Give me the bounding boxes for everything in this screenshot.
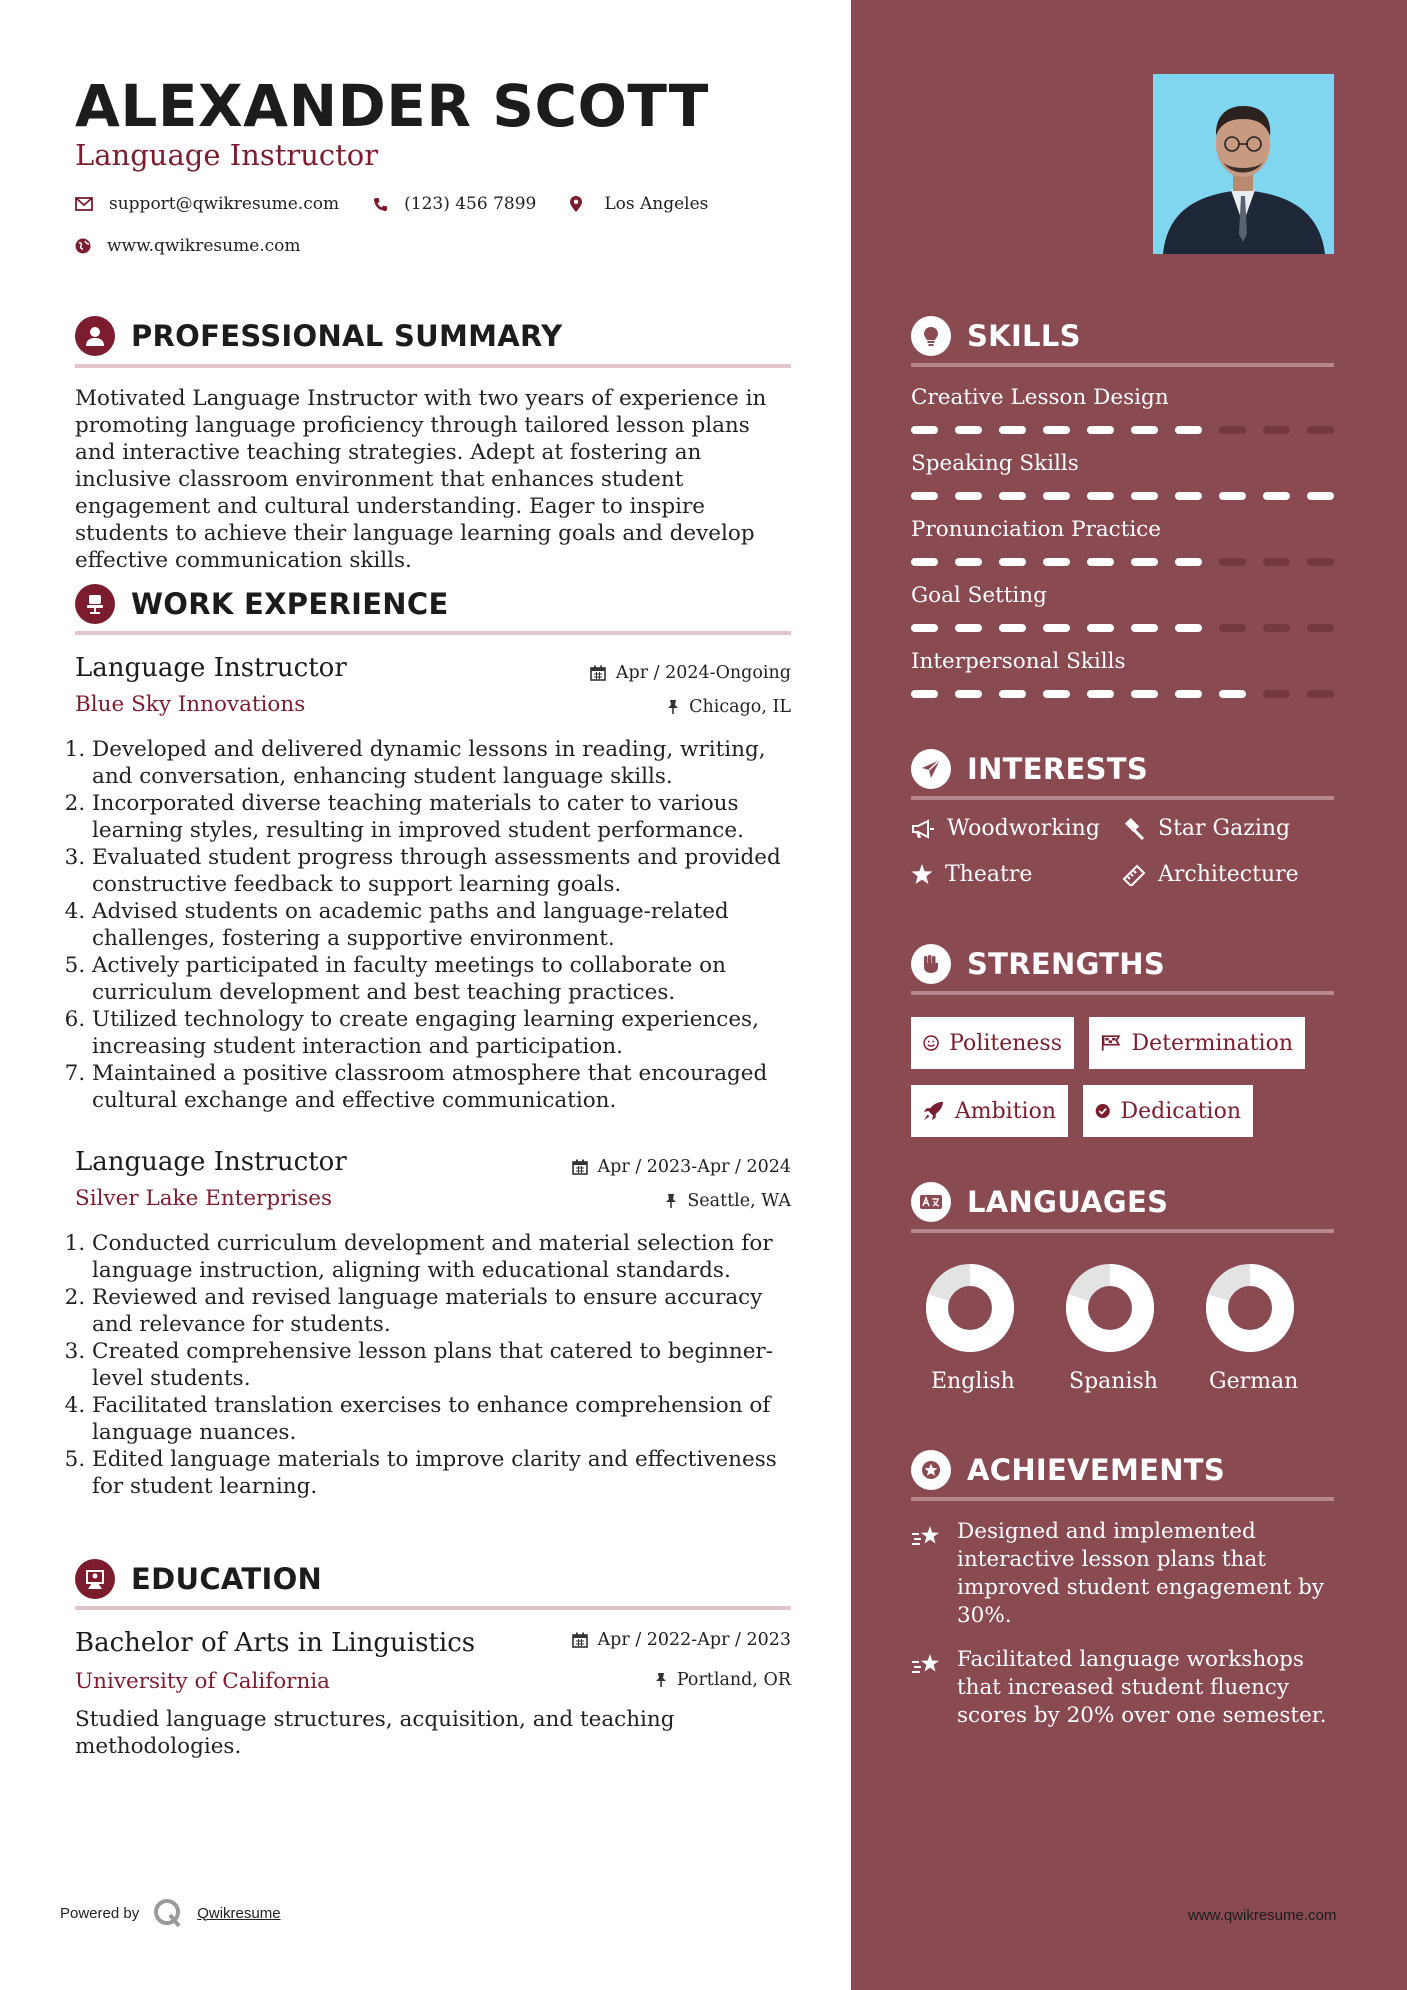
skill-dash-filled bbox=[1263, 492, 1290, 500]
interest-label: Architecture bbox=[1158, 862, 1299, 887]
strength-label: Ambition bbox=[954, 1098, 1056, 1124]
list-item: 2. Reviewed and revised language materials to ensure accuracy and relevance for students. bbox=[92, 1284, 804, 1338]
list-item: 4. Advised students on academic paths and language-related challenges, fostering a supportive environment. bbox=[92, 898, 804, 952]
pushpin-icon bbox=[665, 1193, 677, 1209]
footer-website[interactable]: www.qwikresume.com bbox=[1188, 1907, 1337, 1924]
skills-title: SKILLS bbox=[967, 319, 1081, 353]
skill-dash-filled bbox=[1175, 426, 1202, 434]
skill-dash-filled bbox=[911, 426, 938, 434]
achievements-title: ACHIEVEMENTS bbox=[967, 1453, 1226, 1487]
skill-dash-filled bbox=[1219, 492, 1246, 500]
list-item: 5. Edited language materials to improve clarity and effectiveness for student learning. bbox=[92, 1446, 804, 1500]
summary-text: Motivated Language Instructor with two years of experience in promoting language proficiency through tailored lesson plans and interactive teaching strategies. Adept at fostering an inclusive classroom environment that enhances student engagement and cultural understanding. Eager to inspire students to achieve their language learning goals and develop effective communication skills. bbox=[75, 386, 767, 573]
skills-divider bbox=[911, 363, 1334, 367]
education-location-text: Portland, OR bbox=[676, 1670, 791, 1690]
skill-dash-filled bbox=[1175, 492, 1202, 500]
skill-dash-filled bbox=[911, 624, 938, 632]
job-2-bullets bbox=[92, 1230, 804, 1500]
candidate-name: ALEXANDER SCOTT bbox=[75, 72, 709, 140]
email-text: support@qwikresume.com bbox=[109, 194, 340, 214]
qwikresume-link[interactable]: Qwikresume bbox=[197, 1904, 281, 1922]
map-pin-icon bbox=[570, 196, 582, 212]
gavel-icon bbox=[1122, 818, 1146, 840]
strength-label: Determination bbox=[1131, 1030, 1293, 1056]
skill-meter bbox=[911, 558, 1351, 566]
skill-dash-empty bbox=[1307, 690, 1334, 698]
skill-label: Speaking Skills bbox=[911, 451, 1079, 476]
briefcase-chair-icon bbox=[75, 584, 115, 624]
megaphone-icon bbox=[911, 819, 935, 839]
skill-meter bbox=[911, 690, 1351, 698]
list-item: 2. Incorporated diverse teaching materials to cater to various learning styles, resulting in improved student performance. bbox=[92, 790, 804, 844]
skill-label: Pronunciation Practice bbox=[911, 517, 1161, 542]
skill-dash-filled bbox=[911, 690, 938, 698]
work-title: WORK EXPERIENCE bbox=[131, 587, 449, 621]
skill-dash-filled bbox=[1043, 690, 1070, 698]
star-icon bbox=[911, 864, 933, 885]
skill-dash-filled bbox=[1043, 558, 1070, 566]
smile-icon bbox=[923, 1032, 939, 1054]
powered-by-label: Powered by bbox=[60, 1904, 140, 1922]
languages-divider bbox=[911, 1229, 1334, 1233]
job-1-title: Language Instructor bbox=[75, 653, 347, 683]
education-title: EDUCATION bbox=[131, 1562, 323, 1596]
language-ring bbox=[1206, 1264, 1294, 1352]
location-item bbox=[570, 194, 708, 214]
languages-heading bbox=[911, 1182, 1168, 1222]
website-item[interactable] bbox=[75, 236, 301, 256]
summary-divider bbox=[75, 364, 791, 368]
website-text: www.qwikresume.com bbox=[107, 236, 301, 256]
education-divider bbox=[75, 1606, 791, 1610]
shooting-star-icon bbox=[911, 1524, 941, 1550]
skill-meter bbox=[911, 426, 1351, 434]
skill-dash-empty bbox=[1263, 690, 1290, 698]
strength-label: Politeness bbox=[949, 1030, 1062, 1056]
list-item: 3. Evaluated student progress through assessments and provided constructive feedback to support learning goals. bbox=[92, 844, 804, 898]
skill-dash-filled bbox=[999, 492, 1026, 500]
pushpin-icon bbox=[667, 699, 679, 715]
skill-dash-filled bbox=[1043, 624, 1070, 632]
interest-label: Theatre bbox=[945, 862, 1033, 887]
skill-dash-empty bbox=[1307, 558, 1334, 566]
job-1-location-text: Chicago, IL bbox=[689, 697, 791, 717]
skill-dash-filled bbox=[1131, 492, 1158, 500]
strengths-heading bbox=[911, 944, 1165, 984]
skill-dash-empty bbox=[1219, 624, 1246, 632]
languages-title: LANGUAGES bbox=[967, 1185, 1169, 1219]
strength-chip bbox=[911, 1085, 1068, 1137]
job-2-title: Language Instructor bbox=[75, 1147, 347, 1177]
strengths-title: STRENGTHS bbox=[967, 947, 1166, 981]
skill-dash-filled bbox=[1087, 624, 1114, 632]
skill-dash-filled bbox=[911, 558, 938, 566]
skill-dash-filled bbox=[1087, 690, 1114, 698]
skill-dash-empty bbox=[1263, 558, 1290, 566]
calendar-icon bbox=[572, 1632, 588, 1648]
achievement-item bbox=[911, 1646, 1351, 1730]
website-row bbox=[75, 236, 335, 256]
list-item: 1. Conducted curriculum development and material selection for language instruction, aligning with educational standards. bbox=[92, 1230, 804, 1284]
list-item: 3. Created comprehensive lesson plans that catered to beginner-level students. bbox=[92, 1338, 804, 1392]
globe-icon bbox=[75, 238, 91, 254]
interest-label: Woodworking bbox=[947, 816, 1100, 841]
email-item[interactable] bbox=[75, 194, 339, 214]
language-name: English bbox=[931, 1369, 1015, 1394]
skill-dash-empty bbox=[1263, 624, 1290, 632]
skills-heading bbox=[911, 316, 1081, 356]
skill-label: Goal Setting bbox=[911, 583, 1047, 608]
interest-item bbox=[911, 816, 1100, 841]
interest-item bbox=[1122, 816, 1290, 841]
list-item: 5. Actively participated in faculty meetings to collaborate on curriculum development and best teaching practices. bbox=[92, 952, 804, 1006]
skill-dash-filled bbox=[1087, 492, 1114, 500]
job-2-dates-text: Apr / 2023-Apr / 2024 bbox=[597, 1157, 791, 1177]
phone-text: (123) 456 7899 bbox=[404, 194, 537, 214]
calendar-icon bbox=[572, 1159, 588, 1175]
skill-dash-filled bbox=[1043, 426, 1070, 434]
interests-title: INTERESTS bbox=[967, 752, 1149, 786]
ruler-pencil-icon bbox=[1122, 864, 1146, 886]
skill-label: Interpersonal Skills bbox=[911, 649, 1126, 674]
shooting-star-icon bbox=[911, 1652, 941, 1678]
skill-dash-filled bbox=[1175, 690, 1202, 698]
job-1-location bbox=[667, 697, 791, 717]
skill-dash-filled bbox=[1307, 492, 1334, 500]
skill-dash-filled bbox=[999, 426, 1026, 434]
achievements-divider bbox=[911, 1497, 1334, 1501]
interests-heading bbox=[911, 749, 1148, 789]
skill-dash-filled bbox=[955, 492, 982, 500]
qwikresume-logo-icon bbox=[153, 1898, 183, 1928]
skill-dash-filled bbox=[1043, 492, 1070, 500]
achievement-text: Designed and implemented interactive lesson plans that improved student engagement by 30%. bbox=[957, 1519, 1325, 1628]
lightbulb-icon bbox=[911, 316, 951, 356]
skill-dash-filled bbox=[955, 558, 982, 566]
skill-dash-filled bbox=[955, 624, 982, 632]
achievement-item bbox=[911, 1518, 1351, 1630]
translate-icon bbox=[911, 1182, 951, 1222]
achievement-text: Facilitated language workshops that increased student fluency scores by 20% over one semester. bbox=[957, 1647, 1327, 1728]
skill-dash-empty bbox=[1307, 426, 1334, 434]
check-circle-icon bbox=[1095, 1100, 1110, 1122]
pushpin-icon bbox=[655, 1672, 667, 1688]
work-heading bbox=[75, 584, 449, 624]
strength-chip bbox=[1089, 1017, 1305, 1069]
job-2-company: Silver Lake Enterprises bbox=[75, 1186, 333, 1211]
skill-dash-filled bbox=[1175, 558, 1202, 566]
interest-item bbox=[1122, 862, 1299, 887]
skill-dash-filled bbox=[1131, 558, 1158, 566]
calendar-icon bbox=[590, 665, 606, 681]
skill-dash-filled bbox=[1087, 558, 1114, 566]
strength-chip bbox=[1083, 1085, 1253, 1137]
skill-dash-filled bbox=[955, 426, 982, 434]
summary-heading bbox=[75, 316, 562, 356]
phone-item[interactable] bbox=[373, 194, 536, 214]
education-dates-text: Apr / 2022-Apr / 2023 bbox=[597, 1630, 791, 1650]
job-1-bullets bbox=[92, 736, 804, 1114]
job-1-dates-text: Apr / 2024-Ongoing bbox=[615, 663, 791, 683]
footer-powered-by bbox=[60, 1898, 281, 1928]
user-icon bbox=[75, 316, 115, 356]
skill-meter bbox=[911, 624, 1351, 632]
skill-dash-filled bbox=[955, 690, 982, 698]
skill-dash-empty bbox=[1307, 624, 1334, 632]
profile-photo bbox=[1153, 74, 1334, 254]
candidate-role: Language Instructor bbox=[75, 138, 379, 172]
skill-dash-filled bbox=[999, 558, 1026, 566]
work-divider bbox=[75, 631, 791, 635]
language-ring bbox=[926, 1264, 1014, 1352]
education-school: University of California bbox=[75, 1669, 330, 1694]
interest-label: Star Gazing bbox=[1158, 816, 1291, 841]
contact-row bbox=[75, 194, 742, 214]
strength-chip bbox=[911, 1017, 1074, 1069]
list-item: 6. Utilized technology to create engaging learning experiences, increasing student interaction and participation. bbox=[92, 1006, 804, 1060]
paper-plane-icon bbox=[911, 749, 951, 789]
graduate-icon bbox=[75, 1559, 115, 1599]
skill-dash-filled bbox=[999, 690, 1026, 698]
skill-dash-filled bbox=[1219, 690, 1246, 698]
skill-dash-filled bbox=[999, 624, 1026, 632]
skill-dash-filled bbox=[911, 492, 938, 500]
list-item: 4. Facilitated translation exercises to enhance comprehension of language nuances. bbox=[92, 1392, 804, 1446]
list-item: 1. Developed and delivered dynamic lessons in reading, writing, and conversation, enhancing student language skills. bbox=[92, 736, 804, 790]
strength-label: Dedication bbox=[1120, 1098, 1241, 1124]
skill-label: Creative Lesson Design bbox=[911, 385, 1169, 410]
skill-dash-filled bbox=[1131, 426, 1158, 434]
skill-dash-empty bbox=[1219, 426, 1246, 434]
skill-dash-empty bbox=[1263, 426, 1290, 434]
skill-dash-filled bbox=[1131, 690, 1158, 698]
location-text: Los Angeles bbox=[604, 194, 709, 214]
flag-icon bbox=[1101, 1033, 1121, 1053]
rocket-icon bbox=[923, 1100, 945, 1122]
skill-dash-filled bbox=[1175, 624, 1202, 632]
education-degree: Bachelor of Arts in Linguistics bbox=[75, 1628, 476, 1658]
education-dates bbox=[572, 1630, 791, 1650]
list-item: 7. Maintained a positive classroom atmosphere that encouraged cultural exchange and effective communication. bbox=[92, 1060, 804, 1114]
star-badge-icon bbox=[911, 1450, 951, 1490]
achievements-heading bbox=[911, 1450, 1225, 1490]
education-location bbox=[655, 1670, 791, 1690]
language-ring bbox=[1066, 1264, 1154, 1352]
job-1-company: Blue Sky Innovations bbox=[75, 692, 306, 717]
interest-item bbox=[911, 862, 1032, 887]
job-2-location-text: Seattle, WA bbox=[687, 1191, 791, 1211]
language-name: German bbox=[1209, 1369, 1299, 1394]
strengths-divider bbox=[911, 991, 1334, 995]
language-name: Spanish bbox=[1069, 1369, 1158, 1394]
education-description: Studied language structures, acquisition, and teaching methodologies. bbox=[75, 1707, 675, 1759]
skill-dash-filled bbox=[1087, 426, 1114, 434]
skill-meter bbox=[911, 492, 1351, 500]
job-2-location bbox=[665, 1191, 791, 1211]
phone-icon bbox=[373, 197, 388, 212]
job-1-dates bbox=[590, 663, 791, 683]
skill-dash-filled bbox=[1131, 624, 1158, 632]
skill-dash-empty bbox=[1219, 558, 1246, 566]
summary-title: PROFESSIONAL SUMMARY bbox=[131, 319, 563, 353]
job-2-dates bbox=[572, 1157, 791, 1177]
interests-divider bbox=[911, 796, 1334, 800]
envelope-icon bbox=[75, 197, 93, 211]
education-heading bbox=[75, 1559, 322, 1599]
fist-icon bbox=[911, 944, 951, 984]
